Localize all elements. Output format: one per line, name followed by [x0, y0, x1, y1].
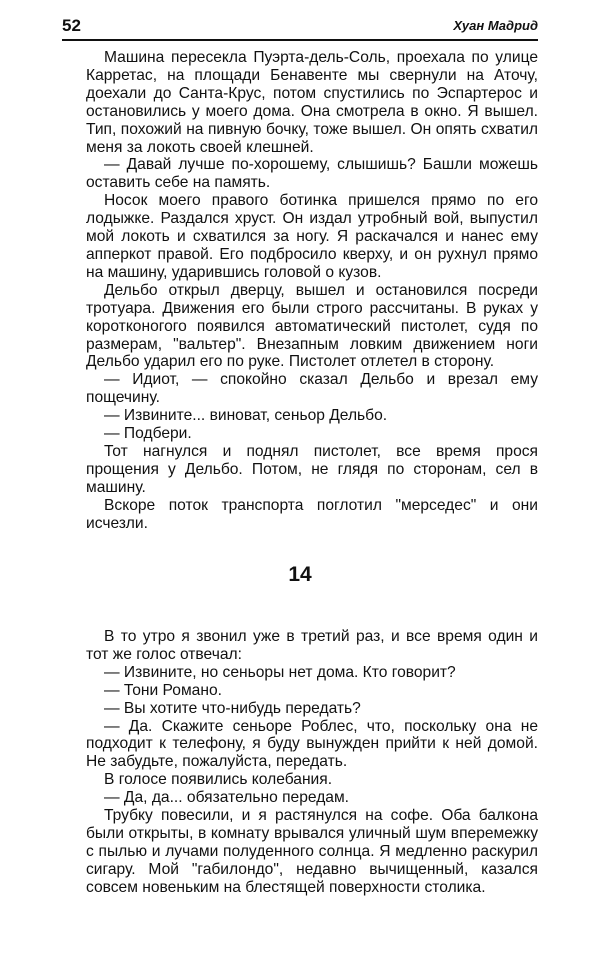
text-block-before-chapter [86, 49, 538, 532]
paragraph: — Тони Романо. [104, 681, 222, 699]
paragraph: Вскоре поток транспорта поглотил "мерседес" и они исчезли. [86, 496, 538, 532]
paragraph: В то утро я звонил уже в третий раз, и все время один и тот же голос отвечал: [86, 628, 538, 663]
paragraph: — Давай лучше по-хорошему, слышишь? Башли можешь оставить себе на память. [86, 156, 538, 192]
paragraph: Трубку повесили, и я растянулся на софе. Оба балкона были открыты, в комнату врывался уличный шум вперемежку с пылью и лучами полуденного солнца. Я медленно раскурил сигару. Мой "габилондо", недавно вычищенный, казался совсем новеньким на блестящей поверхности столика. [86, 807, 538, 896]
paragraph: Тот нагнулся и поднял пистолет, все время прося прощения у Дельбо. Потом, не глядя по сторонам, сел в машину. [86, 442, 538, 496]
paragraph: — Извините... виноват, сеньор Дельбо. [104, 407, 388, 425]
page-number: 52 [62, 16, 81, 35]
paragraph: — Да. Скажите сеньоре Роблес, что, поскольку она не подходит к телефону, я буду вынужден прийти к ней домой. Не забудьте, пожалуйста, передать. [86, 717, 538, 771]
paragraph: — Вы хотите что-нибудь передать? [104, 699, 361, 717]
paragraph: — Извините, но сеньоры нет дома. Кто говорит? [104, 663, 456, 681]
paragraph: Носок моего правого ботинка пришелся прямо по его лодыжке. Раздался хруст. Он издал утробный вой, выпустил мой локоть и схватился за ногу. Я раскачался и нанес ему апперкот правой. Его подбросило кверху, и он рухнул прямо на машину, ударившись головой о кузов. [86, 192, 538, 281]
header-rule [62, 39, 538, 41]
paragraph: В голосе появились колебания. [104, 771, 333, 789]
paragraph: Дельбо открыл дверцу, вышел и остановился посреди тротуара. Движения его были строго рассчитаны. В руках у коротконогого появился автоматический пистолет, судя по размерам, "вальтер". Внезапным ловким движением ноги Дельбо ударил его по руке. Пистолет отлетел в сторону. [86, 281, 538, 371]
chapter-heading: 14 [288, 563, 312, 586]
paragraph: — Да, да... обязательно передам. [104, 789, 350, 807]
text-block-chapter-14 [86, 628, 538, 897]
paragraph: Машина пересекла Пуэрта-дель-Соль, проехала по улице Карретас, на площади Бенавенте мы свернули на Аточу, доехали до Санта-Крус, потом спустились по Эспартерос и остановились у моего дома. Она смотрела в окно. Я вышел. Тип, похожий на пивную бочку, тоже вышел. Он опять схватил меня за локоть своей клешней. [86, 49, 538, 156]
page-header [62, 16, 538, 38]
paragraph: — Подбери. [104, 425, 192, 443]
running-title: Хуан Мадрид [453, 18, 538, 33]
paragraph: — Идиот, — спокойно сказал Дельбо и врезал ему пощечину. [86, 371, 538, 407]
